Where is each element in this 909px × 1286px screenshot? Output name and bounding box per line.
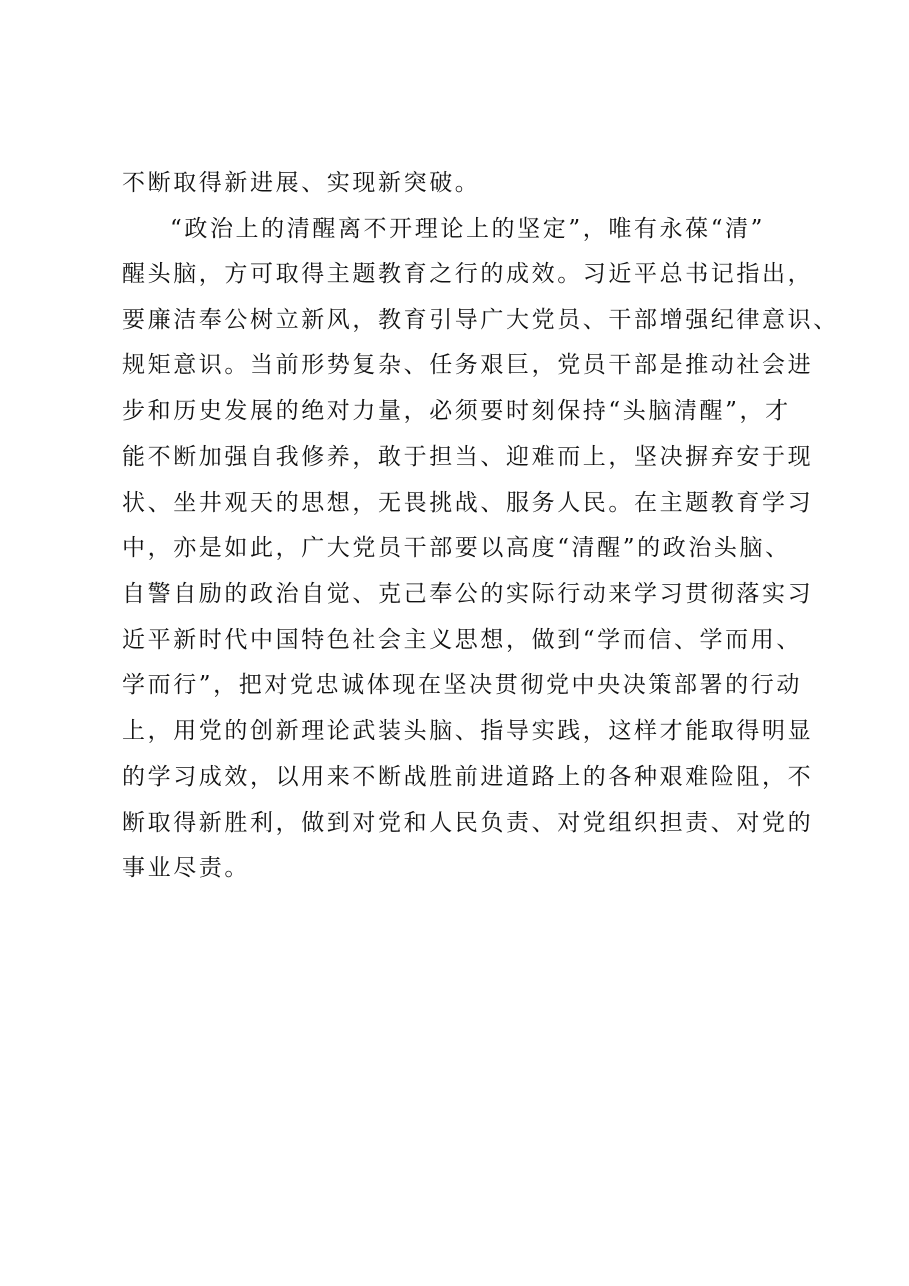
text-line: 醒头脑，方可取得主题教育之行的成效。习近平总书记指出， xyxy=(122,261,814,287)
text-line: 近平新时代中国特色社会主义思想，做到“学而信、学而用、 xyxy=(122,627,802,653)
text-line: 要廉洁奉公树立新风，教育引导广大党员、干部增强纪律意识、 xyxy=(122,307,839,333)
text-line: 上，用党的创新理论武装头脑、指导实践，这样才能取得明显 xyxy=(122,718,814,744)
text-line: 自警自励的政治自觉、克己奉公的实际行动来学习贯彻落实习 xyxy=(122,581,814,607)
text-line: 能不断加强自我修养，敢于担当、迎难而上，坚决摒弃安于现 xyxy=(122,444,814,470)
text-line: 中，亦是如此，广大党员干部要以高度“清醒”的政治头脑、 xyxy=(122,535,791,561)
text-line: 不断取得新进展、实现新突破。 xyxy=(122,170,481,196)
text-line: 学而行”，把对党忠诚体现在坚决贯彻党中央决策部署的行动 xyxy=(122,672,802,698)
text-line: 状、坐井观天的思想，无畏挑战、服务人民。在主题教育学习 xyxy=(122,490,814,516)
text-line: 的学习成效，以用来不断战胜前进道路上的各种艰难险阻，不 xyxy=(122,764,814,790)
text-line: 规矩意识。当前形势复杂、任务艰巨，党员干部是推动社会进 xyxy=(122,352,814,378)
text-line: 步和历史发展的绝对力量，必须要时刻保持“头脑清醒”，才 xyxy=(122,398,791,424)
text-line: 事业尽责。 xyxy=(122,855,250,881)
text-line: “政治上的清醒离不开理论上的坚定”，唯有永葆“清” xyxy=(170,216,766,242)
text-line: 断取得新胜利，做到对党和人民负责、对党组织担责、对党的 xyxy=(122,810,814,836)
